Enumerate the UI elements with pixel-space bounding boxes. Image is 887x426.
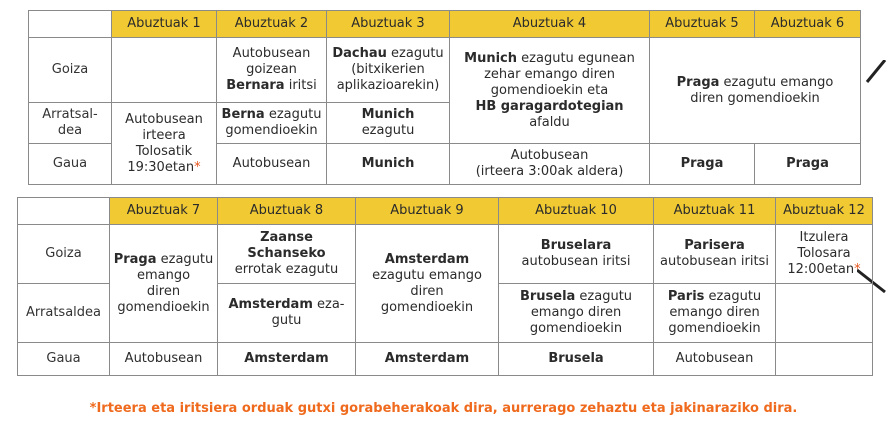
place-name: Munich (361, 107, 415, 122)
cell-aug11-gaua: Autobusean (654, 343, 776, 376)
cell-aug3-gaua: Munich (327, 144, 450, 185)
day-header: Abuztuak 6 (755, 11, 861, 38)
place-name: Munich (464, 50, 518, 66)
cell-text: Tolosara (797, 246, 851, 261)
cell-text: ezagutu (704, 289, 762, 304)
corner-cell (29, 11, 112, 38)
place-name: Bruselara (540, 238, 612, 253)
cell-aug5-gaua: Praga (650, 144, 755, 185)
schedule-table-week2 (17, 197, 873, 376)
day-header: Abuztuak 8 (218, 198, 356, 225)
row-label-goiza: Goiza (18, 225, 110, 284)
header-row (18, 198, 873, 225)
cell-text: diren (146, 283, 181, 299)
cell-aug4-day (450, 38, 650, 144)
cell-text: gomendioekin (668, 321, 761, 336)
cell-text: ezagutu emango (719, 74, 834, 90)
row-label-gaua: Gaua (29, 144, 112, 185)
cell-text: afaldu (529, 114, 570, 130)
cell-aug12-arratsaldea (776, 284, 873, 343)
cell-aug2-goiza (217, 38, 327, 103)
cell-text: gomendioekin eta (490, 82, 609, 98)
place-name: Praga (113, 251, 157, 267)
place-name: Amsterdam (384, 251, 470, 267)
asterisk-mark: * (854, 262, 861, 277)
cell-aug10-arratsaldea (499, 284, 654, 343)
cell-aug10-goiza (499, 225, 654, 284)
cell-text: iritsi (284, 78, 317, 93)
footnote: *Irteera eta iritsiera orduak gutxi gorabeherakoak dira, aurrerago zehaztu eta jakinaraziko dira. (89, 401, 798, 416)
cell-aug3-arratsaldea (327, 103, 450, 144)
cell-text: errotak ezagutu (234, 262, 339, 277)
cell-text: gomendioekin (529, 321, 623, 336)
place-name: Praga (676, 74, 720, 90)
cell-aug8-goiza (218, 225, 356, 284)
cell-text: ezagutu (575, 289, 633, 304)
table-row (18, 343, 873, 376)
cell-aug1-departure (112, 103, 217, 185)
cell-text: (irteera 3:00ak aldera) (475, 164, 624, 179)
row-label-goiza: Goiza (29, 38, 112, 103)
cell-aug8-gaua: Amsterdam (218, 343, 356, 376)
cell-text: Autobusean (510, 148, 589, 163)
cell-text: emango diren (530, 305, 622, 320)
cell-text: gutu (271, 313, 302, 328)
cell-text: gomendioekin (380, 299, 474, 315)
header-row (29, 11, 861, 38)
cell-text: goizean (246, 62, 297, 77)
cell-aug11-goiza (654, 225, 776, 284)
cell-text: autobusean iritsi (521, 254, 631, 269)
cell-text: eza- (312, 297, 345, 312)
cell-text: 19:30etan (127, 159, 195, 175)
cell-text: ezagutu emango (372, 267, 482, 283)
cell-text: ezagutu (361, 123, 415, 138)
day-header: Abuztuak 10 (499, 198, 654, 225)
asterisk-mark: * (194, 159, 201, 175)
day-header: Abuztuak 4 (450, 11, 650, 38)
cell-text: ezagutu (386, 46, 444, 61)
cell-aug6-gaua: Praga (755, 144, 861, 185)
day-header: Abuztuak 2 (217, 11, 327, 38)
cell-text: emango (136, 267, 191, 283)
day-header: Abuztuak 5 (650, 11, 755, 38)
cell-text: emango diren (669, 305, 760, 320)
cell-text: diren (410, 283, 444, 299)
cell-aug12-goiza (776, 225, 873, 284)
day-header: Abuztuak 9 (356, 198, 499, 225)
cell-aug2-gaua: Autobusean (217, 144, 327, 185)
place-name: Parisera (684, 238, 745, 253)
table-row (18, 225, 873, 284)
cell-text: zehar emango diren (484, 66, 615, 82)
cell-text: (bitxikerien (351, 62, 425, 77)
cell-text: ezagutu (264, 107, 322, 122)
cell-aug3-goiza (327, 38, 450, 103)
row-label-arratsaldea: Arratsaldea (18, 284, 110, 343)
day-header: Abuztuak 3 (327, 11, 450, 38)
cell-text: gomendioekin (117, 299, 210, 315)
cell-aug11-arratsaldea (654, 284, 776, 343)
cell-aug12-gaua (776, 343, 873, 376)
row-label-gaua: Gaua (18, 343, 110, 376)
day-header: Abuztuak 7 (110, 198, 218, 225)
table-row (29, 38, 861, 103)
cell-aug2-arratsaldea (217, 103, 327, 144)
cell-aug1-goiza (112, 38, 217, 103)
place-name: Brusela (519, 289, 576, 304)
place-name: Zaanse Schanseko (247, 230, 326, 261)
cell-aug10-gaua: Brusela (499, 343, 654, 376)
cell-aug7-gaua: Autobusean (110, 343, 218, 376)
cell-aug9-gaua: Amsterdam (356, 343, 499, 376)
day-header: Abuztuak 11 (654, 198, 776, 225)
place-name: Paris (667, 289, 705, 304)
cell-aug7-day (110, 225, 218, 343)
cell-text: diren gomendioekin (690, 90, 820, 106)
cell-text: autobusean iritsi (660, 254, 769, 269)
cell-text: gomendioekin (225, 123, 318, 138)
cell-text: aplikazioarekin) (336, 78, 440, 93)
place-name: HB garagardotegian (475, 98, 624, 114)
cell-text: Autobusean (125, 111, 203, 127)
place-name: Berna (221, 107, 265, 122)
cell-text: ezagutu (156, 251, 214, 267)
row-label-arratsaldea: Arratsal-dea (29, 103, 112, 144)
day-header: Abuztuak 12 (776, 198, 873, 225)
cell-text: ezagutu egunean (517, 50, 635, 66)
corner-cell (18, 198, 110, 225)
cell-text: Itzulera (799, 230, 849, 245)
cell-text: irteera (142, 127, 186, 143)
place-name: Dachau (332, 46, 387, 61)
day-header: Abuztuak 1 (112, 11, 217, 38)
cell-text: Autobusean (232, 46, 311, 61)
cell-text: 12:00etan (787, 262, 855, 277)
cell-aug4-gaua (450, 144, 650, 185)
cell-aug9-day (356, 225, 499, 343)
place-name: Amsterdam (228, 297, 313, 312)
cell-aug8-arratsaldea (218, 284, 356, 343)
schedule-table-week1 (28, 10, 861, 185)
cell-text: Tolosatik (135, 143, 193, 159)
place-name: Bernara (226, 78, 285, 93)
cell-aug5-6-day (650, 38, 861, 144)
